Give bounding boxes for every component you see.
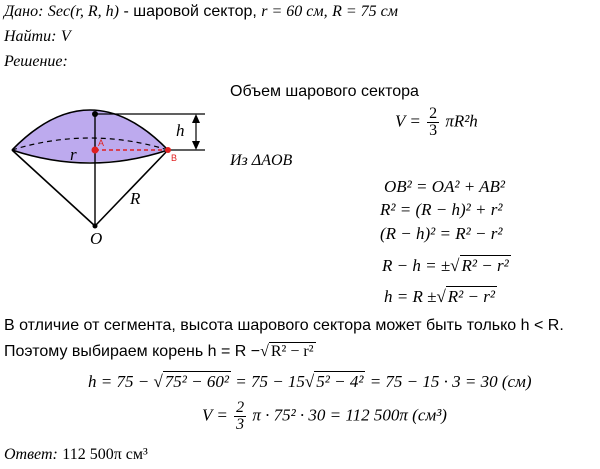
find-value: V <box>60 28 71 45</box>
root-choice-text: Поэтому выбираем корень h = R − <box>4 343 261 360</box>
equation-4-lhs: R − h = ± <box>382 256 451 275</box>
label-h: h <box>176 121 185 140</box>
spherical-sector-figure <box>0 78 215 248</box>
h-arrow-top <box>192 114 200 123</box>
from-triangle <box>230 151 292 171</box>
vol-numerator: 2 <box>236 399 245 416</box>
given-expression: Sec(r, R, h) <box>47 3 119 20</box>
vol-rhs: π · 75² · 30 = 112 500π (см³) <box>252 405 447 425</box>
solution-label: Решение: <box>4 53 68 70</box>
r-value: r = 60 см, <box>261 3 328 20</box>
root-choice: Поэтому выбираем корень h = R −√ R² − r² <box>4 343 314 360</box>
volume-rhs: πR²h <box>445 111 478 131</box>
volume-denominator: 3 <box>429 122 438 139</box>
equation-5: h = R ±√ R² − r² <box>384 287 495 306</box>
calc-part-2: = 75 − 15 <box>235 372 305 391</box>
calc-radicand-2: 5² − 4² <box>316 372 364 391</box>
volume-formula <box>395 106 478 139</box>
given-line <box>4 2 398 22</box>
answer-value: 112 500π см³ <box>62 446 148 463</box>
label-B: B <box>171 153 178 163</box>
calc-radicand-1: 75² − 60² <box>164 372 229 391</box>
volume-lhs: V = <box>395 111 421 131</box>
equation-5-lhs: h = R ± <box>384 287 437 306</box>
vol-denominator: 3 <box>236 416 245 433</box>
segment-note: В отличие от сегмента, высота шарового сектора может быть только h < R. <box>4 317 564 334</box>
point-O <box>93 224 98 229</box>
volume-calculation <box>202 400 447 433</box>
label-R: R <box>130 189 141 208</box>
equation-5-radicand: R² − r² <box>447 287 495 306</box>
vol-fraction <box>234 400 246 433</box>
answer-label: Ответ: <box>4 446 58 463</box>
R-value: R = 75 см <box>332 3 398 20</box>
answer-line <box>4 445 148 465</box>
find-label: Найти: <box>4 28 57 45</box>
given-text: - шаровой сектор, <box>123 3 257 20</box>
root-choice-radicand: R² − r² <box>270 343 314 360</box>
volume-fraction <box>427 106 439 139</box>
volume-numerator: 2 <box>429 105 438 122</box>
volume-title: Объем шарового сектора <box>230 83 419 100</box>
h-arrow-bottom <box>192 141 200 150</box>
label-r: r <box>70 145 77 164</box>
given-label: Дано: <box>4 3 44 20</box>
vol-lhs: V = <box>202 405 228 425</box>
from-triangle-text: Из ΔAOB <box>230 152 293 169</box>
find-line <box>4 27 71 47</box>
cap-surface <box>12 110 168 162</box>
equation-2: R² = (R − h)² + r² <box>380 200 503 219</box>
equation-4-radicand: R² − r² <box>461 256 509 275</box>
equation-1: OB² = OA² + AB² <box>384 177 506 196</box>
equation-3: (R − h)² = R² − r² <box>380 224 503 243</box>
equation-4: R − h = ±√ R² − r² <box>382 256 509 275</box>
point-top <box>92 111 98 117</box>
calc-part-3: = 75 − 15 · 3 = 30 (см) <box>369 372 532 391</box>
calc-part-1: h = 75 − <box>88 372 150 391</box>
label-O: O <box>90 229 103 248</box>
label-A: A <box>98 138 105 148</box>
height-calculation: h = 75 − √ 75² − 60² = 75 − 15√ 5² − 4² = 75 − 15 · 3 = 30 (см) <box>88 372 532 391</box>
